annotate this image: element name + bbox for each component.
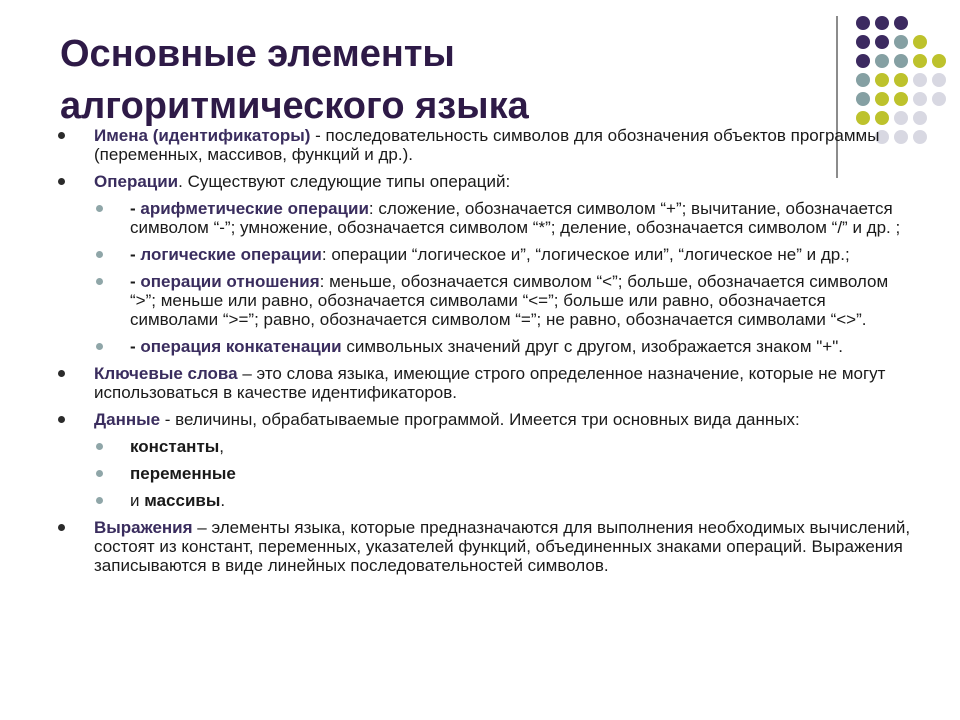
bullet-icon: [58, 178, 65, 185]
subbullet-arith: [56, 199, 916, 237]
subbullet-icon: [96, 470, 103, 477]
term-concat: операция конкатенации: [140, 337, 342, 356]
subbullet-icon: [96, 343, 103, 350]
term-logic: логические операции: [140, 245, 322, 264]
decor-dot: [856, 92, 870, 106]
subbullet-icon: [96, 278, 103, 285]
dash: -: [130, 337, 141, 356]
tail-const: ,: [219, 437, 225, 456]
text-names: - последовательность символов для обозначения объектов программы (переменных, массивов, функций и др.).: [94, 126, 880, 164]
decor-dot: [856, 35, 870, 49]
text-expressions: – элементы языка, которые предназначаются для выполнения необходимых вычислений, состоят из констант, переменных, указателей функций, объединенных знаками операций. Выражения записываются в виде линейных последовательностей символов.: [94, 518, 911, 575]
decor-dot: [856, 73, 870, 87]
decor-dot: [894, 92, 908, 106]
decor-dot: [875, 73, 889, 87]
decor-dot: [875, 92, 889, 106]
dash: -: [130, 272, 141, 291]
text-concat: символьных значений друг с другом, изображается знаком "+".: [341, 337, 843, 356]
slide-title-line1: Основные элементы: [60, 33, 455, 75]
decor-dot: [856, 54, 870, 68]
subbullet-relation: [56, 272, 916, 329]
slide-body: [56, 126, 916, 583]
bullet-names: [56, 126, 916, 164]
term-keywords: Ключевые слова: [94, 364, 238, 383]
decor-dot: [913, 54, 927, 68]
subbullet-vars: [56, 464, 916, 483]
subbullet-arrays: [56, 491, 916, 510]
bullet-icon: [58, 524, 65, 531]
term-data: Данные: [94, 410, 161, 429]
decor-dot: [856, 16, 870, 30]
term-relation: операции отношения: [140, 272, 320, 291]
decor-dot: [894, 54, 908, 68]
prefix-arrays: и: [130, 491, 145, 510]
dash: -: [130, 245, 141, 264]
slide-title: [60, 28, 820, 132]
bullet-icon: [58, 416, 65, 423]
subbullet-concat: [56, 337, 916, 356]
decor-dot: [932, 73, 946, 87]
subbullet-icon: [96, 443, 103, 450]
decor-dot: [894, 111, 908, 125]
bullet-keywords: [56, 364, 916, 402]
decor-dot: [932, 54, 946, 68]
decor-dot: [913, 35, 927, 49]
text-operations: . Существуют следующие типы операций:: [178, 172, 511, 191]
term-names: Имена (идентификаторы): [94, 126, 311, 145]
decor-dot: [875, 54, 889, 68]
decor-dot: [932, 92, 946, 106]
term-arith: арифметические операции: [140, 199, 369, 218]
subbullet-icon: [96, 251, 103, 258]
bullet-icon: [58, 370, 65, 377]
text-data: - величины, обрабатываемые программой. Имеется три основных вида данных:: [160, 410, 800, 429]
text-logic: : операции “логическое и”, “логическое или”, “логическое не” и др.;: [321, 245, 850, 264]
dash: -: [130, 199, 141, 218]
decor-dot: [913, 92, 927, 106]
bullet-expressions: [56, 518, 916, 575]
term-expressions: Выражения: [94, 518, 193, 537]
decor-dot: [875, 16, 889, 30]
text-arith: : сложение, обозначается символом “+”; вычитание, обозначается символом “-”; умножение, обозначается символом “*”; деление, обозначается символом “/” и др. ;: [130, 199, 901, 237]
subbullet-icon: [96, 205, 103, 212]
label-arrays: массивы: [144, 491, 221, 510]
label-vars: переменные: [130, 464, 236, 483]
text-keywords: – это слова языка, имеющие строго определенное назначение, которые не могут использоваться в качестве идентификаторов.: [94, 364, 886, 402]
decor-dot: [894, 16, 908, 30]
decor-dot: [875, 111, 889, 125]
subbullet-const: [56, 437, 916, 456]
subbullet-icon: [96, 497, 103, 504]
decor-dot: [894, 73, 908, 87]
label-const: константы: [130, 437, 220, 456]
bullet-operations: [56, 172, 916, 191]
tail-arrays: .: [220, 491, 226, 510]
decor-dot: [894, 35, 908, 49]
decor-dot: [913, 73, 927, 87]
bullet-data: [56, 410, 916, 429]
decor-dot: [856, 111, 870, 125]
decor-dot: [875, 35, 889, 49]
subbullet-logic: [56, 245, 916, 264]
bullet-icon: [58, 132, 65, 139]
slide-title-line2: алгоритмического языка: [60, 85, 529, 127]
decor-dot: [913, 111, 927, 125]
text-relation: : меньше, обозначается символом “<”; больше, обозначается символом “>”; меньше или равно, обозначается символами “<=”; больше или равно, обозначается символами “>=”; равно, обозначается символом “=”; не равно, обозначается символами “<>”.: [130, 272, 889, 329]
term-operations: Операции: [94, 172, 179, 191]
